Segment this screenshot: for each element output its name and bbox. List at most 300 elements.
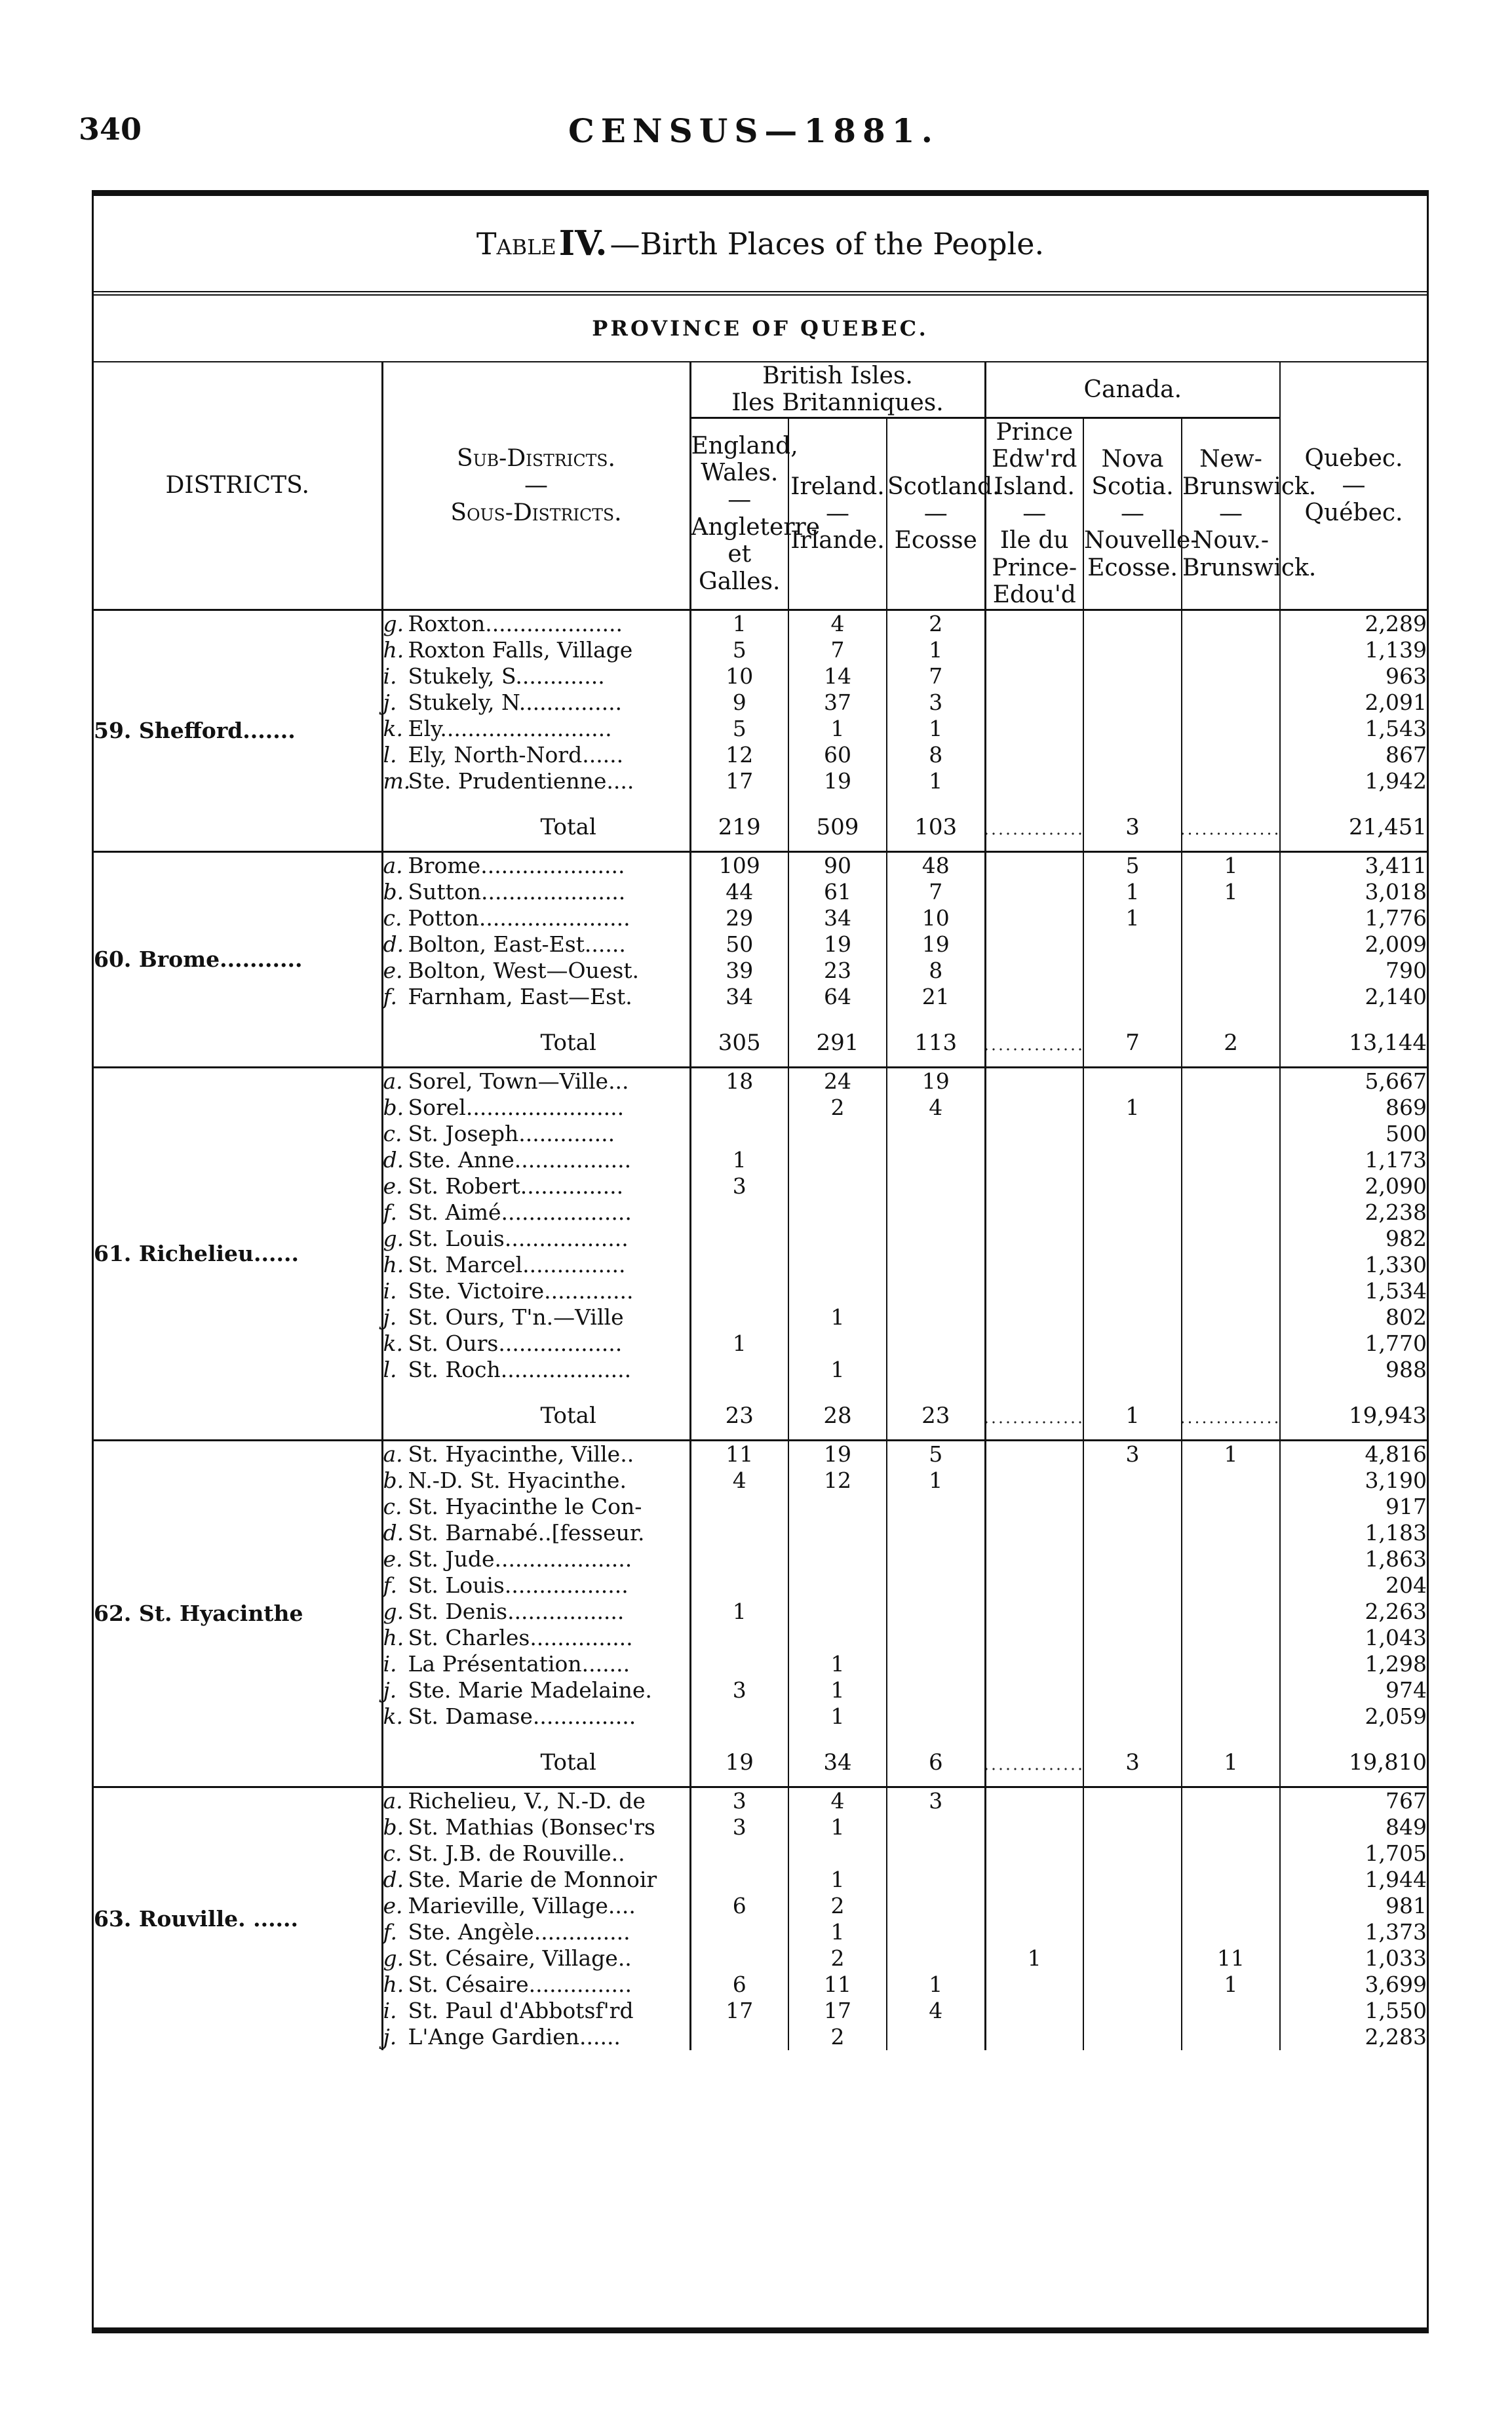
sub-district-cell bbox=[382, 1520, 690, 1546]
cell-nb bbox=[1182, 1357, 1280, 1383]
total-sco: 113 bbox=[887, 1019, 985, 1068]
cell-eng: 6 bbox=[690, 1893, 788, 1919]
sub-district-name: St. J.B. de Rouville.. bbox=[408, 1840, 625, 1866]
sub-district-cell bbox=[382, 1357, 690, 1383]
cell-ire bbox=[788, 1199, 887, 1226]
sub-district-name: Sorel....................... bbox=[408, 1094, 625, 1120]
cell-que: 500 bbox=[1280, 1121, 1427, 1147]
table-label: Table bbox=[476, 225, 556, 262]
cell-que: 2,283 bbox=[1280, 2024, 1427, 2050]
cell-ns bbox=[1083, 2024, 1182, 2050]
sub-district-letter: c. bbox=[383, 1493, 402, 1519]
cell-sco: 19 bbox=[887, 931, 985, 958]
cell-ns bbox=[1083, 1919, 1182, 1945]
sub-district-letter: l. bbox=[383, 1356, 397, 1382]
table-body bbox=[94, 610, 1427, 2050]
table-number: IV. bbox=[558, 224, 608, 263]
sub-district-name: St. Hyacinthe le Con- bbox=[408, 1493, 642, 1519]
cell-nb bbox=[1182, 1226, 1280, 1252]
cell-que: 3,699 bbox=[1280, 1972, 1427, 1998]
cell-nb bbox=[1182, 1677, 1280, 1703]
cell-eng bbox=[690, 1919, 788, 1945]
cell-ns: 1 bbox=[1083, 905, 1182, 931]
total-ire: 28 bbox=[788, 1392, 887, 1441]
sub-district-letter: h. bbox=[383, 1624, 404, 1650]
page-header bbox=[79, 105, 1429, 157]
cell-eng: 1 bbox=[690, 1147, 788, 1173]
cell-ns bbox=[1083, 1867, 1182, 1893]
cell-sco bbox=[887, 1919, 985, 1945]
cell-nb bbox=[1182, 931, 1280, 958]
cell-ns bbox=[1083, 1945, 1182, 1972]
cell-ire: 1 bbox=[788, 1677, 887, 1703]
sub-district-cell bbox=[382, 1067, 690, 1095]
sub-district-name: Stukely, S............. bbox=[408, 663, 605, 689]
ireland-fr: Irlande. bbox=[790, 527, 885, 554]
cell-ire: 23 bbox=[788, 958, 887, 984]
cell-eng: 17 bbox=[690, 768, 788, 794]
cell-pei bbox=[985, 1304, 1083, 1331]
cell-ns bbox=[1083, 610, 1182, 637]
cell-pei bbox=[985, 1546, 1083, 1572]
spacer-cell bbox=[788, 1730, 887, 1739]
sub-district-letter: b. bbox=[383, 1094, 404, 1120]
sub-district-row bbox=[94, 610, 1427, 637]
cell-eng bbox=[690, 1867, 788, 1893]
sub-district-name: Ste. Victoire............. bbox=[408, 1277, 634, 1304]
districts-header: DISTRICTS. bbox=[94, 362, 382, 610]
cell-ns bbox=[1083, 1893, 1182, 1919]
cell-eng bbox=[690, 1121, 788, 1147]
cell-ire bbox=[788, 1331, 887, 1357]
sub-district-cell bbox=[382, 1121, 690, 1147]
total-ire: 291 bbox=[788, 1019, 887, 1068]
spacer-cell bbox=[1083, 794, 1182, 804]
sub-district-name: St. Hyacinthe, Ville.. bbox=[408, 1441, 634, 1467]
cell-nb bbox=[1182, 984, 1280, 1010]
british-isles-header bbox=[690, 362, 985, 418]
pei-en: Prince Edw'rd Island. bbox=[992, 418, 1077, 500]
cell-ns: 5 bbox=[1083, 851, 1182, 879]
cell-sco: 7 bbox=[887, 663, 985, 690]
total-nb bbox=[1182, 1392, 1280, 1441]
sub-district-cell bbox=[382, 1331, 690, 1357]
sub-district-cell bbox=[382, 1173, 690, 1199]
cell-nb bbox=[1182, 1331, 1280, 1357]
spacer-cell bbox=[1182, 794, 1280, 804]
cell-ns bbox=[1083, 1121, 1182, 1147]
cell-eng bbox=[690, 1095, 788, 1121]
sub-district-letter: j. bbox=[383, 1677, 397, 1703]
total-que: 19,810 bbox=[1280, 1739, 1427, 1787]
sub-district-cell bbox=[382, 931, 690, 958]
sub-district-cell bbox=[382, 1095, 690, 1121]
sub-district-row bbox=[94, 1067, 1427, 1095]
sub-district-letter: k. bbox=[383, 715, 403, 741]
cell-eng: 12 bbox=[690, 742, 788, 768]
cell-ns bbox=[1083, 1226, 1182, 1252]
cell-sco bbox=[887, 1625, 985, 1651]
cell-ire bbox=[788, 1520, 887, 1546]
cell-sco: 3 bbox=[887, 690, 985, 716]
cell-ns bbox=[1083, 1703, 1182, 1730]
cell-ire bbox=[788, 1599, 887, 1625]
sub-district-letter: e. bbox=[383, 1546, 403, 1572]
cell-nb bbox=[1182, 905, 1280, 931]
cell-eng: 34 bbox=[690, 984, 788, 1010]
sub-district-letter: i. bbox=[383, 1997, 397, 2023]
cell-que: 2,263 bbox=[1280, 1599, 1427, 1625]
total-sco: 23 bbox=[887, 1392, 985, 1441]
sub-district-cell bbox=[382, 1278, 690, 1304]
total-ire: 34 bbox=[788, 1739, 887, 1787]
ireland-en: Ireland. bbox=[790, 473, 885, 500]
cell-nb bbox=[1182, 1252, 1280, 1278]
sub-district-letter: i. bbox=[383, 1277, 397, 1304]
cell-eng bbox=[690, 1494, 788, 1520]
cell-sco: 1 bbox=[887, 637, 985, 663]
cell-eng: 4 bbox=[690, 1468, 788, 1494]
sub-district-name: St. Aimé................... bbox=[408, 1199, 632, 1225]
cell-que: 849 bbox=[1280, 1814, 1427, 1840]
cell-pei bbox=[985, 690, 1083, 716]
cell-ire: 1 bbox=[788, 1703, 887, 1730]
cell-nb: 1 bbox=[1182, 879, 1280, 905]
cell-ns bbox=[1083, 1677, 1182, 1703]
scotland-dash: — bbox=[923, 500, 948, 528]
sub-district-cell bbox=[382, 1787, 690, 1814]
cell-que: 1,183 bbox=[1280, 1520, 1427, 1546]
cell-nb: 1 bbox=[1182, 1440, 1280, 1468]
sub-district-letter: a. bbox=[383, 852, 403, 878]
cell-nb bbox=[1182, 1599, 1280, 1625]
cell-pei bbox=[985, 2024, 1083, 2050]
cell-nb: 11 bbox=[1182, 1945, 1280, 1972]
spacer-cell bbox=[1182, 1010, 1280, 1019]
table-subtitle: —Birth Places of the People. bbox=[610, 225, 1045, 262]
total-sco: 6 bbox=[887, 1739, 985, 1787]
cell-pei bbox=[985, 1173, 1083, 1199]
cell-ire: 4 bbox=[788, 1787, 887, 1814]
table-head bbox=[94, 362, 1427, 610]
cell-ire: 24 bbox=[788, 1067, 887, 1095]
cell-ire: 11 bbox=[788, 1972, 887, 1998]
cell-nb bbox=[1182, 768, 1280, 794]
total-sco: 103 bbox=[887, 804, 985, 852]
cell-pei bbox=[985, 1787, 1083, 1814]
nova-scotia-header bbox=[1083, 418, 1199, 610]
sub-district-letter: b. bbox=[383, 1814, 404, 1840]
sub-district-name: St. Paul d'Abbotsf'rd bbox=[408, 1997, 634, 2023]
cell-sco: 1 bbox=[887, 768, 985, 794]
british-isles-en: British Isles. bbox=[762, 362, 913, 389]
cell-sco bbox=[887, 1677, 985, 1703]
sub-district-name: St. Roch................... bbox=[408, 1356, 632, 1382]
cell-sco: 8 bbox=[887, 742, 985, 768]
cell-sco bbox=[887, 1199, 985, 1226]
sub-district-letter: k. bbox=[383, 1703, 403, 1729]
spacer-cell bbox=[1182, 1383, 1280, 1392]
cell-ns: 1 bbox=[1083, 1095, 1182, 1121]
cell-nb bbox=[1182, 1814, 1280, 1840]
cell-pei bbox=[985, 1703, 1083, 1730]
sub-district-cell bbox=[382, 663, 690, 690]
spacer-cell bbox=[788, 794, 887, 804]
cell-nb bbox=[1182, 1867, 1280, 1893]
cell-pei bbox=[985, 1814, 1083, 1840]
cell-ns bbox=[1083, 1840, 1182, 1867]
total-eng: 19 bbox=[690, 1739, 788, 1787]
new-brunswick-fr: Nouv.-Brunswick. bbox=[1182, 527, 1317, 581]
cell-que: 2,091 bbox=[1280, 690, 1427, 716]
cell-sco bbox=[887, 1651, 985, 1677]
total-que: 21,451 bbox=[1280, 804, 1427, 852]
cell-sco: 10 bbox=[887, 905, 985, 931]
sub-district-name: L'Ange Gardien...... bbox=[408, 2023, 621, 2050]
quebec-dash: — bbox=[1342, 472, 1366, 499]
total-ns: 3 bbox=[1083, 804, 1182, 852]
cell-ire: 1 bbox=[788, 1919, 887, 1945]
cell-pei bbox=[985, 1919, 1083, 1945]
cell-pei bbox=[985, 742, 1083, 768]
cell-ire: 19 bbox=[788, 931, 887, 958]
sub-district-name: St. Joseph.............. bbox=[408, 1120, 615, 1146]
sub-district-letter: a. bbox=[383, 1441, 403, 1467]
cell-ire: 1 bbox=[788, 1867, 887, 1893]
cell-eng: 3 bbox=[690, 1677, 788, 1703]
nova-scotia-fr: Nouvelle-Ecosse. bbox=[1084, 527, 1199, 581]
cell-que: 974 bbox=[1280, 1677, 1427, 1703]
sub-district-name: St. Mathias (Bonsec'rs bbox=[408, 1814, 655, 1840]
cell-ns bbox=[1083, 1972, 1182, 1998]
cell-pei bbox=[985, 716, 1083, 742]
cell-sco: 3 bbox=[887, 1787, 985, 1814]
total-que: 13,144 bbox=[1280, 1019, 1427, 1068]
cell-ire: 7 bbox=[788, 637, 887, 663]
cell-nb bbox=[1182, 1173, 1280, 1199]
cell-eng: 3 bbox=[690, 1814, 788, 1840]
cell-que: 1,944 bbox=[1280, 1867, 1427, 1893]
sub-districts-en: Sub-Districts. bbox=[457, 444, 615, 472]
england-header bbox=[690, 418, 821, 610]
cell-ire: 64 bbox=[788, 984, 887, 1010]
cell-ns bbox=[1083, 1331, 1182, 1357]
cell-sco bbox=[887, 1226, 985, 1252]
cell-pei bbox=[985, 1468, 1083, 1494]
sub-district-name: Bolton, East-Est...... bbox=[408, 931, 626, 957]
cell-que: 2,238 bbox=[1280, 1199, 1427, 1226]
cell-nb bbox=[1182, 1893, 1280, 1919]
sub-district-letter: c. bbox=[383, 904, 402, 931]
cell-ns bbox=[1083, 716, 1182, 742]
cell-ire bbox=[788, 1278, 887, 1304]
sub-district-name: Ste. Prudentienne.... bbox=[408, 768, 634, 794]
sub-district-name: La Présentation....... bbox=[408, 1650, 630, 1677]
sub-district-letter: j. bbox=[383, 689, 397, 715]
cell-sco bbox=[887, 1599, 985, 1625]
sub-district-cell bbox=[382, 742, 690, 768]
cell-pei bbox=[985, 1625, 1083, 1651]
spacer-cell bbox=[1182, 1730, 1280, 1739]
sub-district-letter: a. bbox=[383, 1068, 403, 1094]
cell-sco bbox=[887, 1304, 985, 1331]
sub-district-cell bbox=[382, 1546, 690, 1572]
sub-district-cell bbox=[382, 1651, 690, 1677]
census-table bbox=[94, 362, 1427, 2050]
total-pei bbox=[985, 1739, 1083, 1787]
cell-que: 1,543 bbox=[1280, 716, 1427, 742]
cell-pei bbox=[985, 958, 1083, 984]
cell-ns bbox=[1083, 1546, 1182, 1572]
sub-district-letter: d. bbox=[383, 1866, 404, 1892]
cell-eng bbox=[690, 1252, 788, 1278]
cell-sco: 48 bbox=[887, 851, 985, 879]
sub-district-name: St. Louis.................. bbox=[408, 1225, 629, 1251]
cell-nb bbox=[1182, 2024, 1280, 2050]
cell-nb bbox=[1182, 742, 1280, 768]
cell-que: 3,018 bbox=[1280, 879, 1427, 905]
spacer-cell bbox=[1083, 1383, 1182, 1392]
cell-pei bbox=[985, 1599, 1083, 1625]
cell-pei: 1 bbox=[985, 1945, 1083, 1972]
cell-eng: 1 bbox=[690, 1599, 788, 1625]
cell-eng: 29 bbox=[690, 905, 788, 931]
cell-eng: 9 bbox=[690, 690, 788, 716]
cell-pei bbox=[985, 1893, 1083, 1919]
sub-district-cell bbox=[382, 1252, 690, 1278]
cell-que: 1,373 bbox=[1280, 1919, 1427, 1945]
cell-eng: 50 bbox=[690, 931, 788, 958]
sub-district-cell bbox=[382, 1919, 690, 1945]
district-name: 63. Rouville. ...... bbox=[94, 1787, 382, 2050]
cell-pei bbox=[985, 637, 1083, 663]
district-name: 59. Shefford....... bbox=[94, 717, 296, 743]
scotland-fr: Ecosse bbox=[894, 527, 977, 554]
sub-district-name: Roxton Falls, Village bbox=[408, 636, 633, 663]
cell-ns bbox=[1083, 1814, 1182, 1840]
spacer-cell bbox=[382, 1010, 690, 1019]
cell-sco bbox=[887, 2024, 985, 2050]
sub-district-letter: d. bbox=[383, 1146, 404, 1173]
total-que: 19,943 bbox=[1280, 1392, 1427, 1441]
pei-header bbox=[985, 418, 1083, 610]
cell-ns bbox=[1083, 1468, 1182, 1494]
cell-sco bbox=[887, 1331, 985, 1357]
cell-sco bbox=[887, 1546, 985, 1572]
cell-pei bbox=[985, 1226, 1083, 1252]
cell-ire bbox=[788, 1546, 887, 1572]
sub-district-letter: d. bbox=[383, 1519, 404, 1546]
cell-sco bbox=[887, 1703, 985, 1730]
cell-pei bbox=[985, 1677, 1083, 1703]
sub-district-row bbox=[94, 851, 1427, 879]
sub-district-name: Stukely, N............... bbox=[408, 689, 623, 715]
sub-district-cell bbox=[382, 1893, 690, 1919]
cell-ire: 19 bbox=[788, 768, 887, 794]
total-pei bbox=[985, 804, 1083, 852]
sub-districts-fr: Sous-Districts. bbox=[450, 499, 622, 526]
cell-que: 790 bbox=[1280, 958, 1427, 984]
cell-que: 963 bbox=[1280, 663, 1427, 690]
sub-district-cell bbox=[382, 1494, 690, 1520]
cell-eng: 39 bbox=[690, 958, 788, 984]
cell-que: 1,043 bbox=[1280, 1625, 1427, 1651]
cell-ire: 90 bbox=[788, 851, 887, 879]
ireland-dash: — bbox=[826, 500, 849, 528]
cell-que: 1,770 bbox=[1280, 1331, 1427, 1357]
district-name: 61. Richelieu...... bbox=[94, 1067, 382, 1440]
cell-eng: 5 bbox=[690, 716, 788, 742]
new-brunswick-en: New-Brunswick. bbox=[1182, 446, 1317, 500]
quebec-fr: Québec. bbox=[1304, 499, 1403, 526]
cell-ns bbox=[1083, 1998, 1182, 2024]
sub-district-cell bbox=[382, 690, 690, 716]
cell-ns bbox=[1083, 1520, 1182, 1546]
sub-district-cell bbox=[382, 1703, 690, 1730]
cell-eng: 1 bbox=[690, 610, 788, 637]
cell-eng: 3 bbox=[690, 1173, 788, 1199]
cell-sco: 21 bbox=[887, 984, 985, 1010]
sub-district-letter: f. bbox=[383, 1572, 398, 1598]
sub-district-cell bbox=[382, 1440, 690, 1468]
cell-sco bbox=[887, 1121, 985, 1147]
cell-ns bbox=[1083, 1304, 1182, 1331]
cell-eng bbox=[690, 1945, 788, 1972]
sub-district-name: St. Césaire............... bbox=[408, 1971, 632, 1997]
cell-ire: 19 bbox=[788, 1440, 887, 1468]
district-name: 60. Brome........... bbox=[94, 851, 382, 1067]
sub-districts-dash: — bbox=[524, 472, 548, 499]
cell-pei bbox=[985, 931, 1083, 958]
sub-district-letter: g. bbox=[383, 1598, 404, 1624]
sub-district-name: St. Denis................. bbox=[408, 1598, 625, 1624]
sub-district-letter: j. bbox=[383, 2023, 397, 2050]
sub-district-cell bbox=[382, 768, 690, 794]
sub-district-letter: l. bbox=[383, 741, 397, 768]
cell-que: 3,190 bbox=[1280, 1468, 1427, 1494]
cell-que: 869 bbox=[1280, 1095, 1427, 1121]
pei-dash: — bbox=[1022, 500, 1047, 528]
cell-eng: 17 bbox=[690, 1998, 788, 2024]
cell-ire: 17 bbox=[788, 1998, 887, 2024]
cell-ire: 2 bbox=[788, 1893, 887, 1919]
cell-eng bbox=[690, 1520, 788, 1546]
sub-district-name: Brome..................... bbox=[408, 852, 625, 878]
cell-ns bbox=[1083, 1625, 1182, 1651]
cell-ire: 12 bbox=[788, 1468, 887, 1494]
cell-pei bbox=[985, 905, 1083, 931]
cell-sco bbox=[887, 1278, 985, 1304]
cell-que: 802 bbox=[1280, 1304, 1427, 1331]
spacer-cell bbox=[788, 1383, 887, 1392]
total-label: Total bbox=[382, 1392, 690, 1441]
cell-eng bbox=[690, 1226, 788, 1252]
cell-nb bbox=[1182, 958, 1280, 984]
cell-pei bbox=[985, 1357, 1083, 1383]
cell-eng bbox=[690, 1703, 788, 1730]
total-eng: 23 bbox=[690, 1392, 788, 1441]
spacer-cell bbox=[1280, 794, 1427, 804]
total-pei bbox=[985, 1019, 1083, 1068]
cell-que: 5,667 bbox=[1280, 1067, 1427, 1095]
sub-district-cell bbox=[382, 637, 690, 663]
cell-que: 1,550 bbox=[1280, 1998, 1427, 2024]
spacer-cell bbox=[690, 1730, 788, 1739]
spacer-cell bbox=[985, 1010, 1083, 1019]
quebec-en: Quebec. bbox=[1304, 444, 1403, 472]
sub-district-letter: c. bbox=[383, 1120, 402, 1146]
cell-ns bbox=[1083, 931, 1182, 958]
